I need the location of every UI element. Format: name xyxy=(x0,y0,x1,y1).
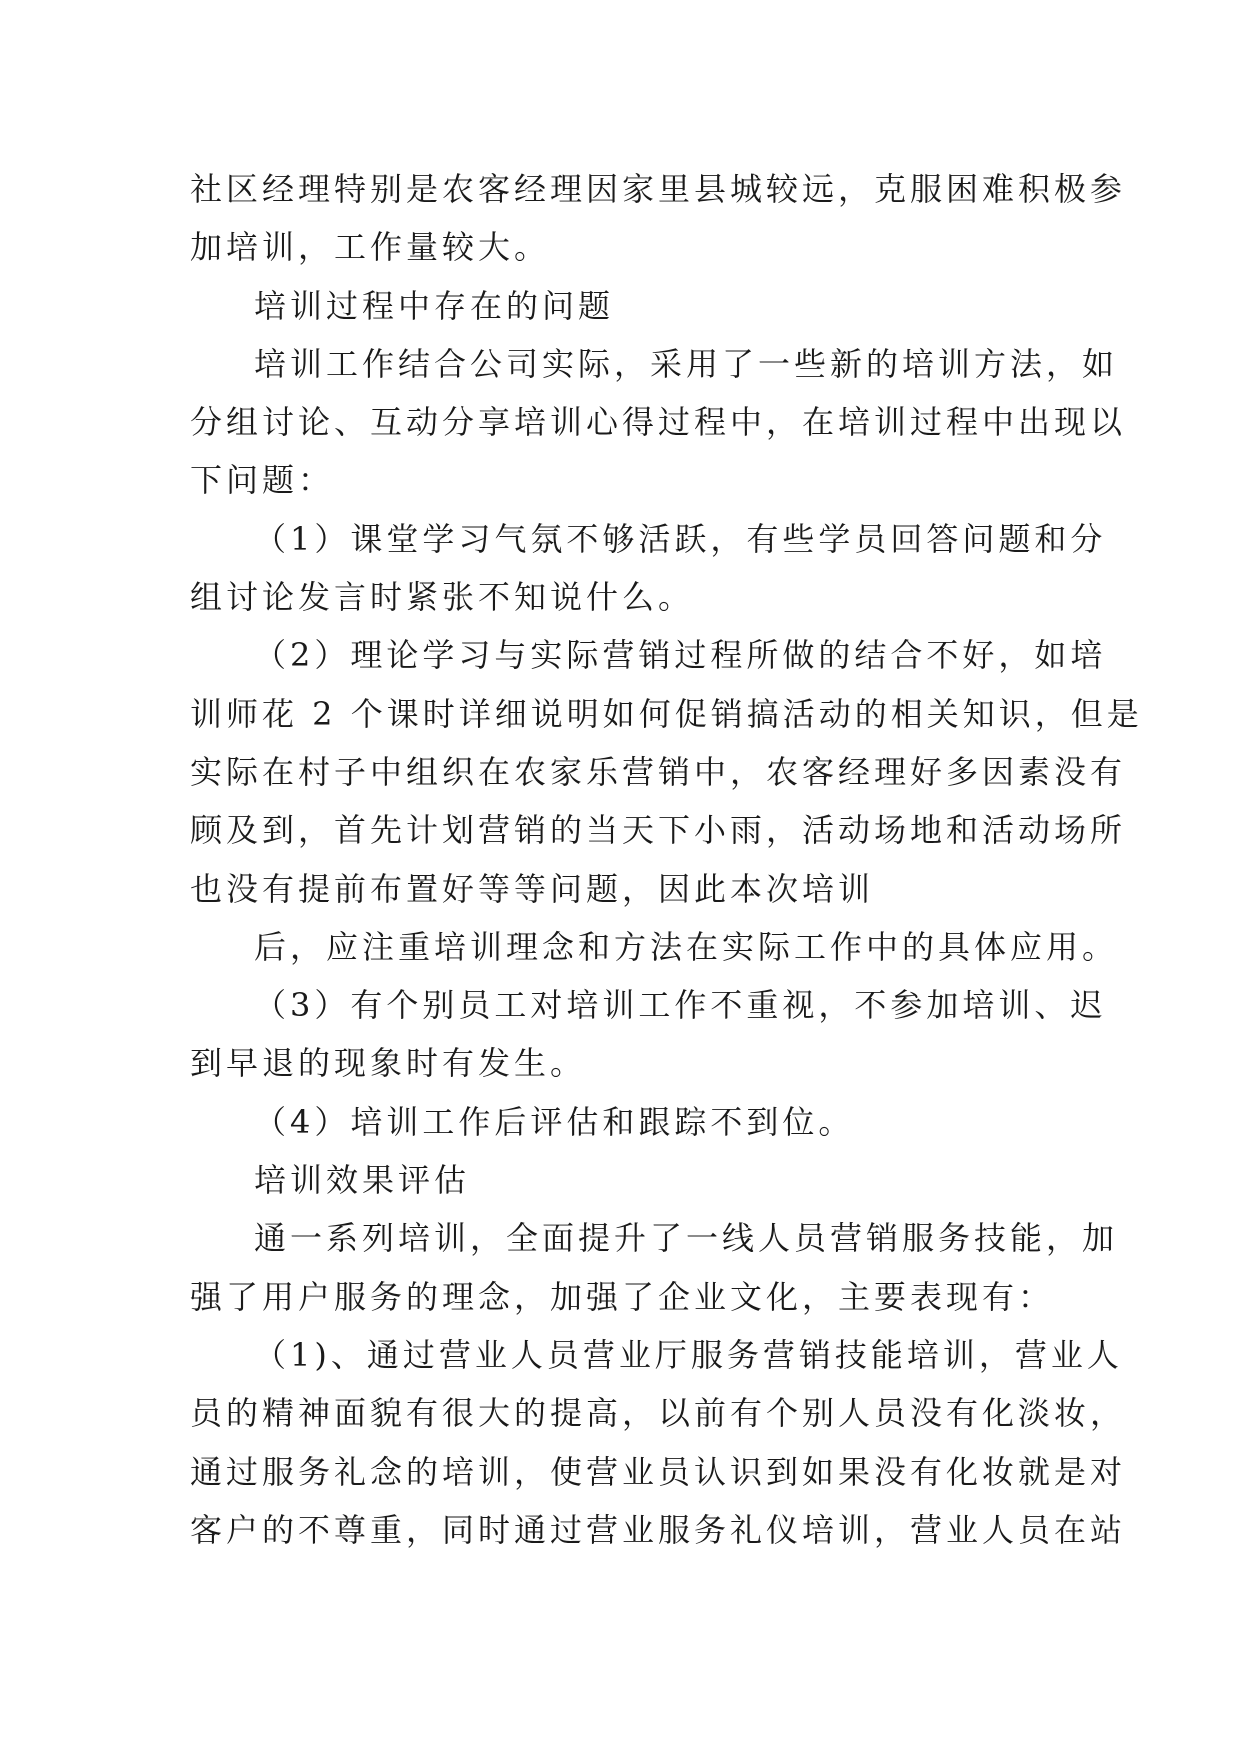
text-line: 后，应注重培训理念和方法在实际工作中的具体应用。 xyxy=(254,927,1119,966)
list-item: （2）理论学习与实际营销过程所做的结合不好，如培 xyxy=(254,636,1107,675)
text-line: 也没有提前布置好等等问题，因此本次培训 xyxy=(190,869,875,908)
text-line: 分组讨论、互动分享培训心得过程中，在培训过程中出现以 xyxy=(190,403,1127,442)
text-line: 通过服务礼念的培训，使营业员认识到如果没有化妆就是对 xyxy=(190,1452,1127,1491)
text-line: 强了用户服务的理念，加强了企业文化，主要表现有： xyxy=(190,1277,1055,1316)
text-line: 训师花 2 个课时详细说明如何促销搞活动的相关知识，但是 xyxy=(190,694,1143,733)
text-line: 顾及到，首先计划营销的当天下小雨，活动场地和活动场所 xyxy=(190,811,1127,850)
section-heading: 培训过程中存在的问题 xyxy=(254,286,615,325)
text-line: 组讨论发言时紧张不知说什么。 xyxy=(190,578,695,617)
text-line: 到早退的现象时有发生。 xyxy=(190,1044,587,1083)
document-body xyxy=(190,160,1143,1559)
list-item: （1）课堂学习气氛不够活跃，有些学员回答问题和分 xyxy=(254,519,1107,558)
section-heading: 培训效果评估 xyxy=(254,1161,471,1200)
text-line: 下问题： xyxy=(190,461,335,500)
text-line: 社区经理特别是农客经理因家里县城较远，克服困难积极参 xyxy=(190,170,1127,208)
text-line: 员的精神面貌有很大的提高，以前有个别人员没有化淡妆， xyxy=(190,1394,1127,1433)
list-item: （1)、通过营业人员营业厅服务营销技能培训，营业人 xyxy=(254,1335,1123,1374)
list-item: （4）培训工作后评估和跟踪不到位。 xyxy=(254,1102,855,1141)
text-line: 客户的不尊重，同时通过营业服务礼仪培训，营业人员在站 xyxy=(190,1510,1127,1549)
text-line: 实际在村子中组织在农家乐营销中，农客经理好多因素没有 xyxy=(190,752,1127,791)
text-line: 培训工作结合公司实际，采用了一些新的培训方法，如 xyxy=(254,344,1119,383)
text-line: 通一系列培训，全面提升了一线人员营销服务技能，加 xyxy=(254,1219,1119,1258)
text-line: 加培训，工作量较大。 xyxy=(190,228,551,267)
list-item: （3）有个别员工对培训工作不重视，不参加培训、迟 xyxy=(254,986,1107,1025)
